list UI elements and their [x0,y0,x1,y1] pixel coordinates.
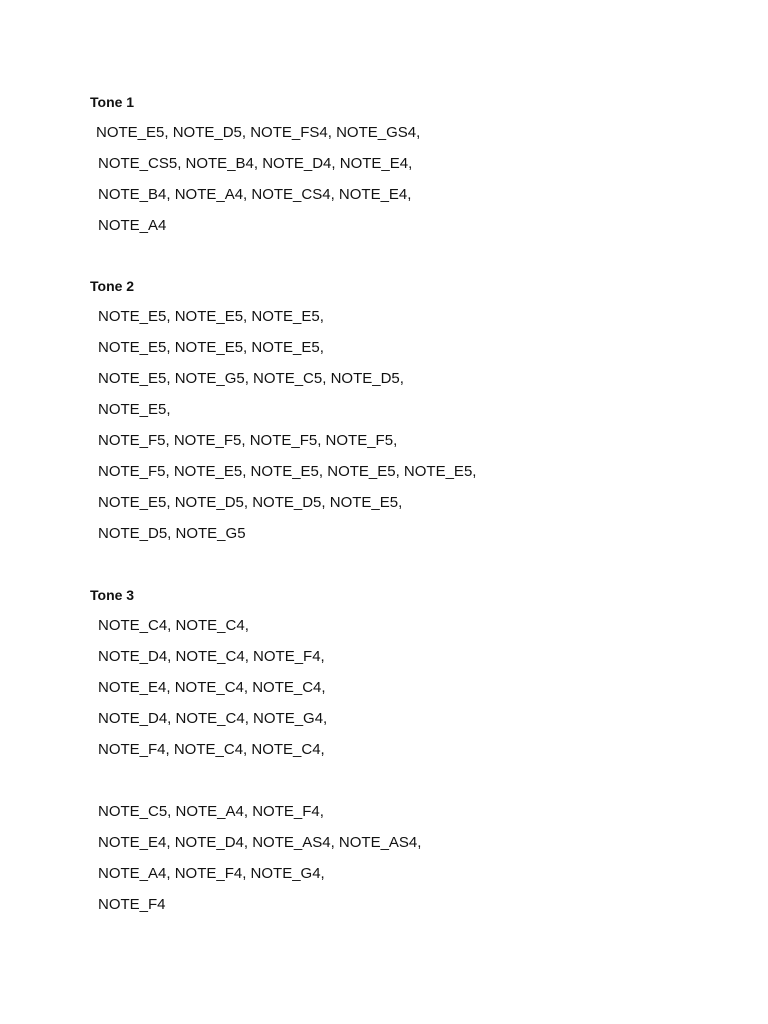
tone-2-line-8: NOTE_D5, NOTE_G5 [98,525,246,542]
tone-2-line-6: NOTE_F5, NOTE_E5, NOTE_E5, NOTE_E5, NOTE_E5, [98,463,477,480]
tone-3-line-2: NOTE_D4, NOTE_C4, NOTE_F4, [98,648,325,665]
tone-2-title: Tone 2 [90,278,135,294]
tone-3-line-10: NOTE_F4 [98,896,166,913]
tone-3-line-5: NOTE_F4, NOTE_C4, NOTE_C4, [98,741,325,758]
tone-3-title: Tone 3 [90,587,135,603]
tone-2-section [90,278,690,556]
tone-3-line-4: NOTE_D4, NOTE_C4, NOTE_G4, [98,710,328,727]
tone-2-line-2: NOTE_E5, NOTE_E5, NOTE_E5, [98,339,324,356]
tone-1-line-2: NOTE_CS5, NOTE_B4, NOTE_D4, NOTE_E4, [98,155,413,172]
tone-3-line-1: NOTE_C4, NOTE_C4, [98,617,249,634]
tone-2-line-4: NOTE_E5, [98,401,171,418]
tone-3-line-9: NOTE_A4, NOTE_F4, NOTE_G4, [98,865,325,882]
tone-3-section [90,587,690,927]
tone-1-notes [90,124,690,248]
tone-1-line-4: NOTE_A4 [98,217,167,234]
tone-2-notes [90,308,690,556]
tone-2-line-7: NOTE_E5, NOTE_D5, NOTE_D5, NOTE_E5, [98,494,403,511]
tone-2-line-3: NOTE_E5, NOTE_G5, NOTE_C5, NOTE_D5, [98,370,404,387]
tone-1-line-3: NOTE_B4, NOTE_A4, NOTE_CS4, NOTE_E4, [98,186,412,203]
tone-3-line-8: NOTE_E4, NOTE_D4, NOTE_AS4, NOTE_AS4, [98,834,422,851]
tone-2-line-5: NOTE_F5, NOTE_F5, NOTE_F5, NOTE_F5, [98,432,398,449]
tone-3-line-3: NOTE_E4, NOTE_C4, NOTE_C4, [98,679,326,696]
tone-1-section [90,94,690,248]
tone-1-title: Tone 1 [90,94,135,110]
tone-3-notes [90,617,690,927]
tone-3-line-7: NOTE_C5, NOTE_A4, NOTE_F4, [98,803,324,820]
tone-3-blank-line [90,772,690,803]
tone-1-line-1: NOTE_E5, NOTE_D5, NOTE_FS4, NOTE_GS4, [96,124,421,141]
tone-2-line-1: NOTE_E5, NOTE_E5, NOTE_E5, [98,308,324,325]
